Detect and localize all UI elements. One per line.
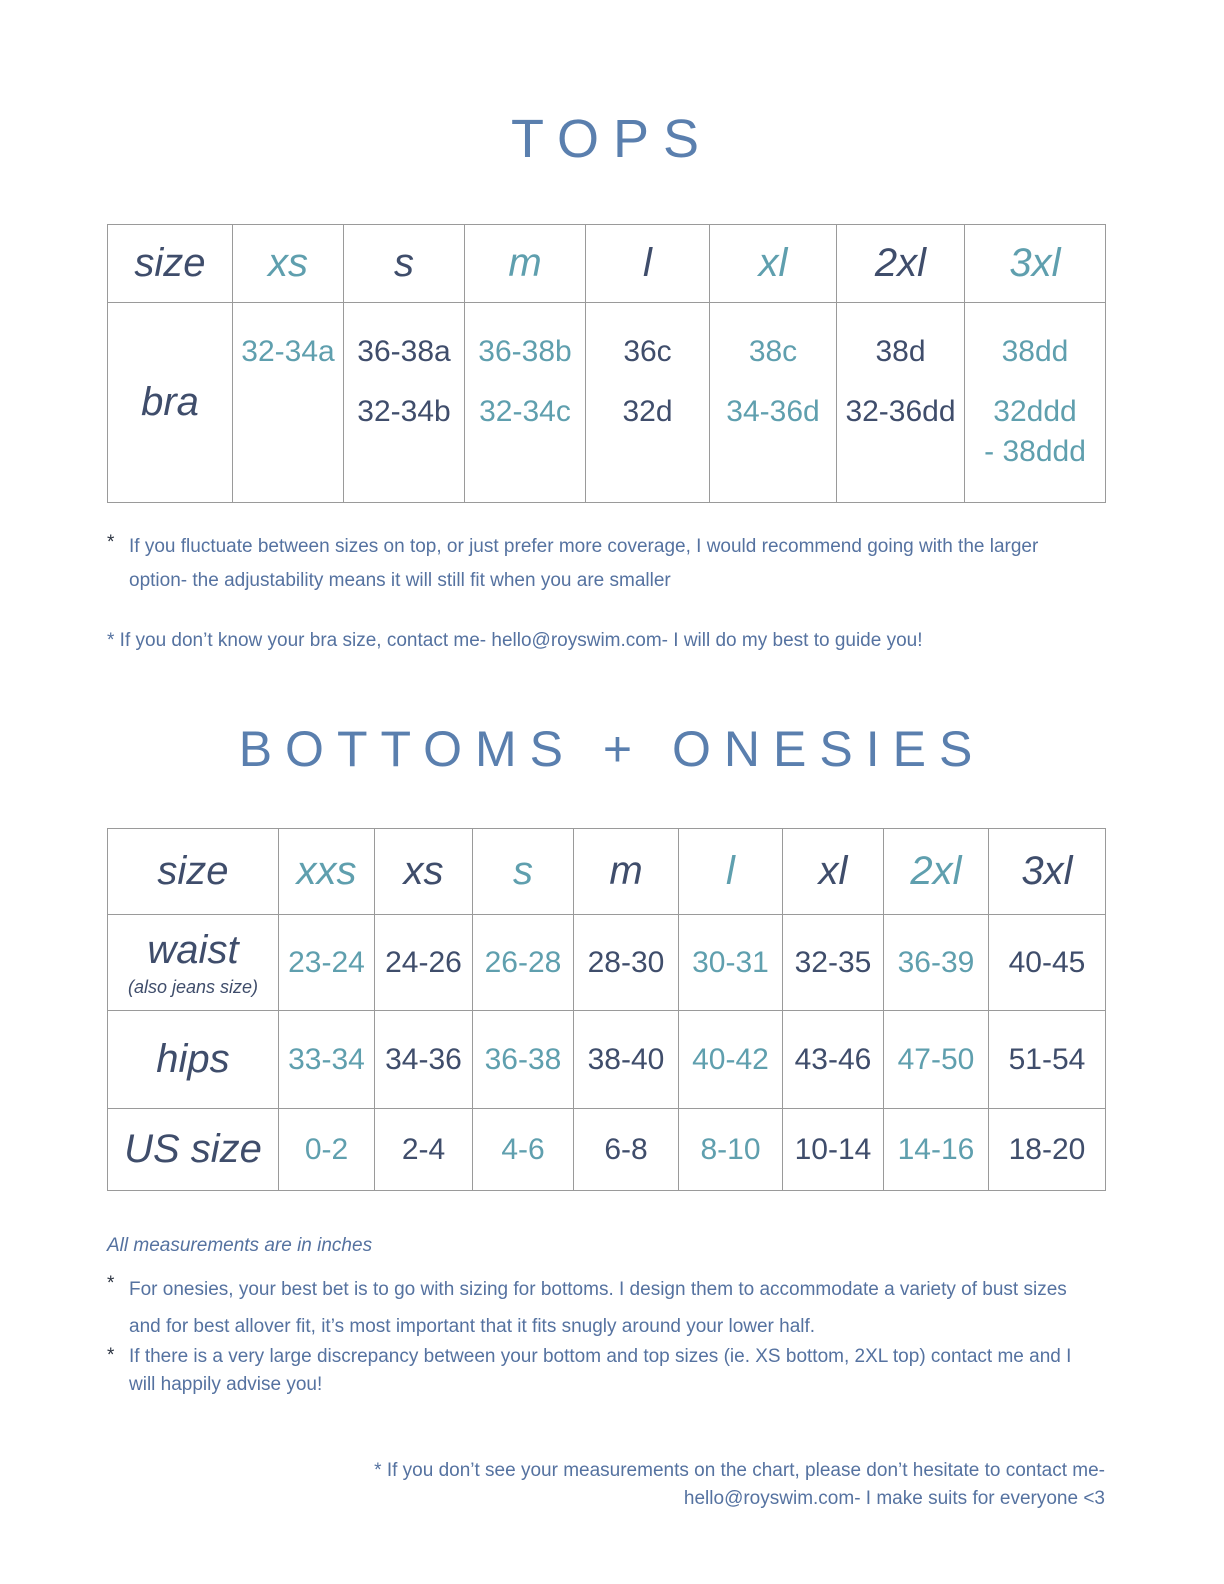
bottoms-header-xxs: xxs (279, 829, 375, 915)
footer-line-1: * If you don’t see your measurements on the chart, please don’t hesitate to contact me- (374, 1460, 1105, 1481)
tops-note-bra-size: * If you don’t know your bra size, contact me- hello@royswim.com- I will do my best to guide you! (107, 630, 923, 651)
hips-2xl: 47-50 (884, 1011, 989, 1109)
bra-value: 34-36d (726, 395, 820, 428)
hips-3xl: 51-54 (989, 1011, 1106, 1109)
waist-xs: 24-26 (375, 915, 473, 1011)
waist-xxs: 23-24 (279, 915, 375, 1011)
tops-header-m: m (465, 225, 586, 303)
bottoms-header-3xl: 3xl (989, 829, 1106, 915)
waist-m: 28-30 (574, 915, 679, 1011)
bottoms-header-s: s (473, 829, 574, 915)
us-size-xs: 2-4 (375, 1109, 473, 1191)
bottoms-size-table (107, 828, 1106, 1191)
hips-xl: 43-46 (783, 1011, 884, 1109)
us-size-2xl: 14-16 (884, 1109, 989, 1191)
row-label-us-size: US size (108, 1109, 279, 1191)
us-size-xxs: 0-2 (279, 1109, 375, 1191)
bottoms-title: BOTTOMS + ONESIES (238, 721, 986, 777)
row-label-hips: hips (108, 1011, 279, 1109)
us-size-m: 6-8 (574, 1109, 679, 1191)
us-size-l: 8-10 (679, 1109, 783, 1191)
tops-header-l: l (586, 225, 710, 303)
bra-value: - 38ddd (984, 435, 1086, 468)
tops-note-coverage: If you fluctuate between sizes on top, or just prefer more coverage, I would recommend going with the larger option- the adjustability means it will still fit when you are smaller (129, 536, 1039, 591)
waist-sublabel: (also jeans size) (127, 976, 259, 997)
tops-header-s: s (344, 225, 465, 303)
bra-value: 32d (622, 395, 673, 428)
tops-title: TOPS (510, 109, 714, 169)
tops-header-xl: xl (710, 225, 837, 303)
row-label-waist (108, 915, 279, 1011)
hips-xs: 34-36 (375, 1011, 473, 1109)
footer-line-2: hello@royswim.com- I make suits for everyone <3 (683, 1488, 1105, 1509)
bra-value: 36-38a (357, 335, 451, 368)
bra-value: 38dd (1001, 335, 1069, 368)
bra-value: 32-34a (241, 335, 335, 368)
waist-2xl: 36-39 (884, 915, 989, 1011)
bra-cell-2xl (837, 303, 965, 503)
waist-xl: 32-35 (783, 915, 884, 1011)
hips-m: 38-40 (574, 1011, 679, 1109)
hips-s: 36-38 (473, 1011, 574, 1109)
bottoms-note-discrepancy: If there is a very large discrepancy between your bottom and top sizes (ie. XS bottom, 2XL top) contact me and I will happily advise you! (129, 1346, 1072, 1395)
tops-header-xs: xs (233, 225, 344, 303)
us-size-xl: 10-14 (783, 1109, 884, 1191)
waist-label: waist (147, 927, 239, 972)
bra-value: 32-34c (479, 395, 571, 428)
bra-cell-xs (233, 303, 344, 503)
bra-value: 38c (748, 335, 798, 368)
bottoms-header-l: l (679, 829, 783, 915)
bottoms-note-onesies: For onesies, your best bet is to go with sizing for bottoms. I design them to accommodate a variety of bust sizes and for best allover fit, it’s most important that it fits snugly around your lower half. (129, 1279, 1067, 1337)
tops-header-size: size (108, 225, 233, 303)
bottoms-header-xl: xl (783, 829, 884, 915)
tops-note1-bullet: * (107, 532, 115, 553)
bottoms-header-size: size (108, 829, 279, 915)
bottoms-header-2xl: 2xl (884, 829, 989, 915)
hips-l: 40-42 (679, 1011, 783, 1109)
measurement-units-note: All measurements are in inches (107, 1235, 373, 1256)
bra-value: 38d (875, 335, 926, 368)
bra-cell-xl (710, 303, 837, 503)
tops-header-2xl: 2xl (837, 225, 965, 303)
waist-l: 30-31 (679, 915, 783, 1011)
bottoms-header-m: m (574, 829, 679, 915)
bottoms-bullet1-star: * (107, 1273, 115, 1294)
waist-s: 26-28 (473, 915, 574, 1011)
bra-value: 32-34b (357, 395, 451, 428)
bra-value: 36-38b (478, 335, 572, 368)
us-size-3xl: 18-20 (989, 1109, 1106, 1191)
bottoms-bullet2-star: * (107, 1345, 115, 1366)
us-size-s: 4-6 (473, 1109, 574, 1191)
bra-value: 32ddd (993, 395, 1077, 428)
bra-cell-m (465, 303, 586, 503)
footer-note (200, 1457, 1105, 1513)
bra-cell-3xl (965, 303, 1106, 503)
bottoms-header-xs: xs (375, 829, 473, 915)
tops-size-table (107, 224, 1106, 503)
bra-cell-s (344, 303, 465, 503)
bra-value: 36c (623, 335, 672, 368)
bra-cell-l (586, 303, 710, 503)
bra-value: 32-36dd (845, 395, 956, 428)
hips-xxs: 33-34 (279, 1011, 375, 1109)
tops-header-3xl: 3xl (965, 225, 1106, 303)
row-label-bra: bra (108, 303, 233, 503)
waist-3xl: 40-45 (989, 915, 1106, 1011)
